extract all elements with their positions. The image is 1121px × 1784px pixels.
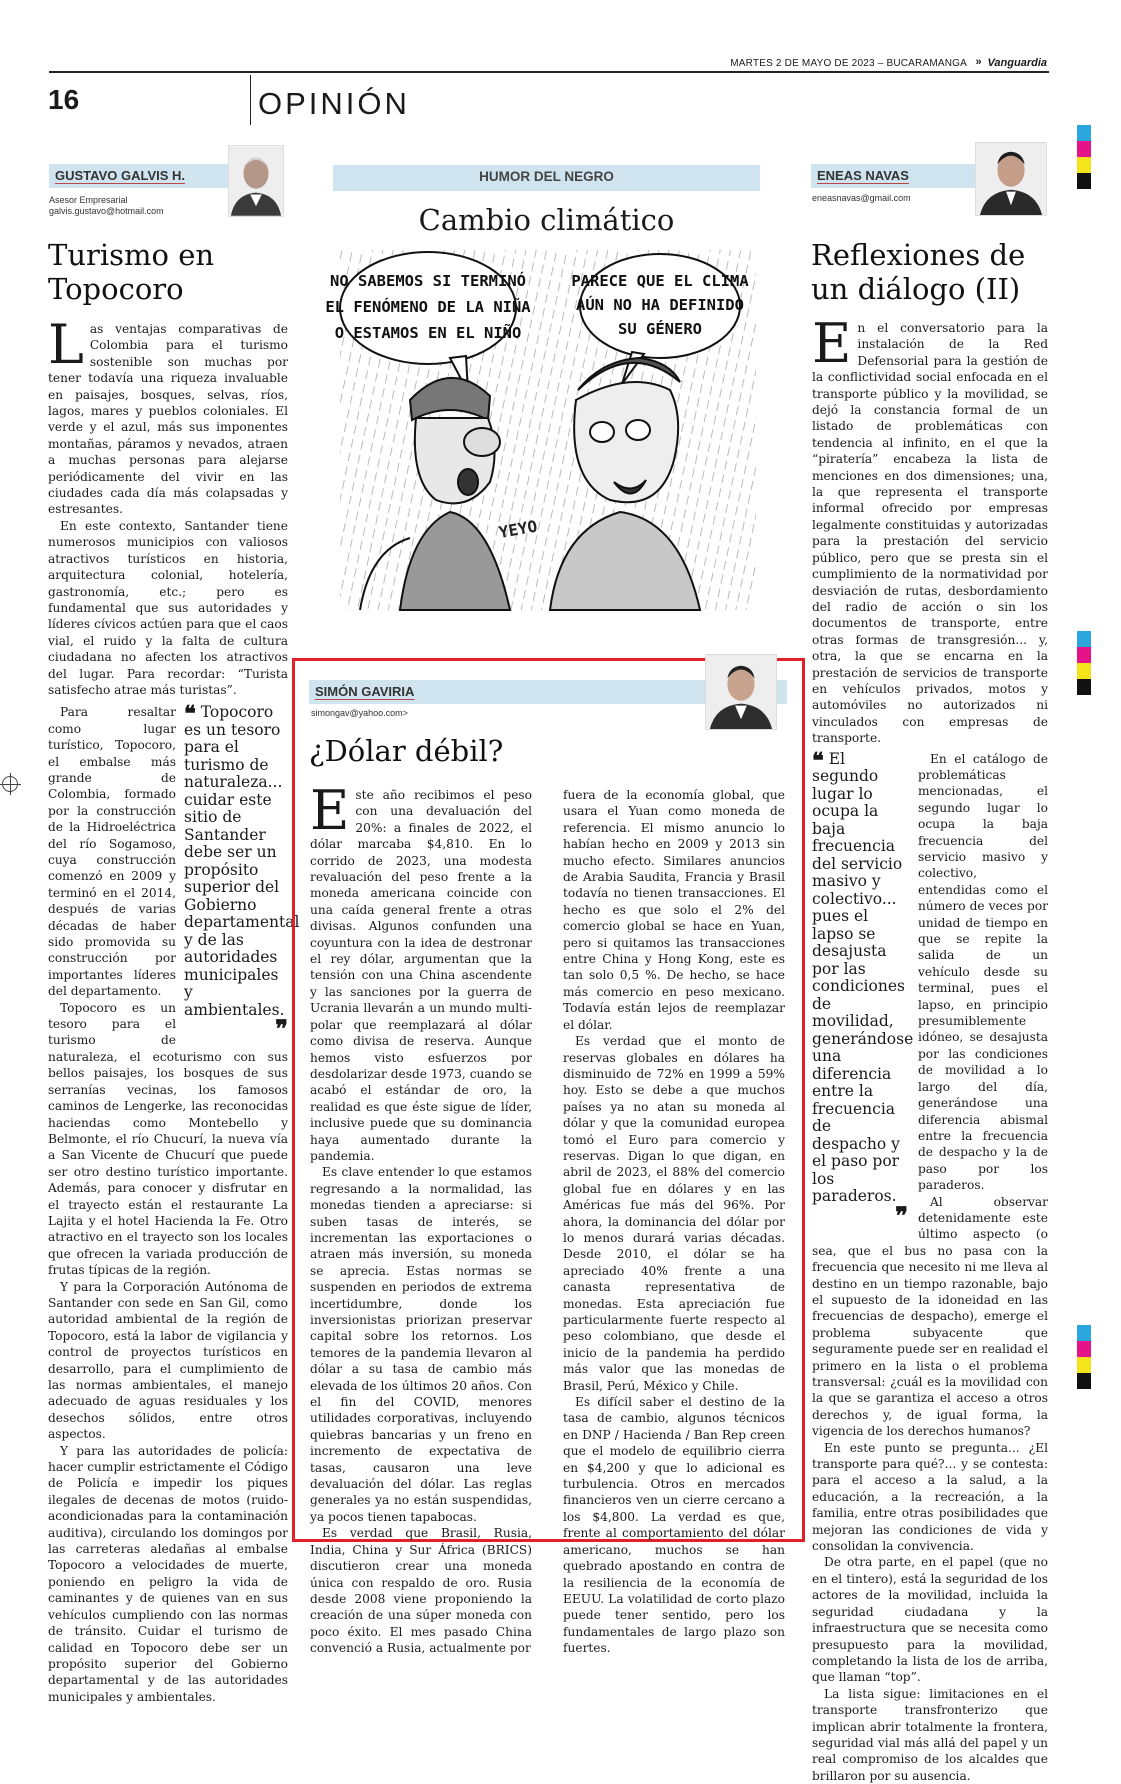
bubble-right-line-1: PARECE QUE EL CLIMA bbox=[571, 272, 749, 290]
paragraph: La lista sigue: limitaciones en el transporte transfronterizo que implican abrir totalmente la frontera, seguridad vial más allá del papel y un real compromiso de los alcaldes que brillaron por su ausencia. bbox=[812, 1686, 1048, 1783]
cartoon-illustration bbox=[325, 250, 756, 610]
print-color-bar-bottom bbox=[1077, 1325, 1091, 1389]
author-meta-left bbox=[49, 195, 164, 217]
section-divider bbox=[250, 75, 251, 125]
drop-cap: E bbox=[812, 312, 852, 375]
article-body-center-col1 bbox=[310, 779, 532, 1657]
cartoon-section-bar bbox=[333, 165, 760, 191]
drop-cap: E bbox=[310, 779, 350, 842]
pull-quote: ❝ El segundo lugar lo ocupa la baja frecuencia del servicio masivo y colectivo... pues el lapso se desajusta por las condiciones de movilidad, generándose una diferencia entre la frecuencia de despacho y el paso por los paraderos. ❞ bbox=[812, 747, 914, 1230]
dateline: MARTES 2 DE MAYO DE 2023 – BUCARAMANGA bbox=[730, 58, 967, 69]
section-title: OPINIÓN bbox=[258, 86, 410, 121]
article-body-left bbox=[48, 313, 300, 1705]
author-name: ENEAS NAVAS bbox=[817, 168, 909, 183]
paragraph: Y para la Corporación Autónoma de Santander con sede en San Gil, como autoridad ambiental de la región de Topocoro, está la labor de vigilancia y control de proyectos turísticos en desarrollo, para el cumplimiento de las normas ambientales, el manejo adecuado de aguas residuales y los desechos sólidos, entre otros aspectos. bbox=[48, 1279, 288, 1442]
masthead bbox=[49, 57, 1049, 73]
bubble-left-line-2: EL FENÓMENO DE LA NIÑA bbox=[325, 298, 531, 316]
close-quote-icon: ❞ bbox=[275, 1014, 288, 1044]
paragraph: Es verdad que Brasil, Rusia, India, China y Sur África (BRICS) discutieron crear una moneda única con respaldo de oro. Rusia desde 2008 viene proponiendo la creación de una súper moneda con poco éxito. El mes pasado China convenció a Rusia, actualmente por bbox=[310, 1526, 532, 1656]
paragraph: Para resaltar como lugar turístico, Topocoro, el embalse más grande de Colombia, formado por la construcción de la Hidroeléctrica del río Sogamoso, cuya construcción comenzó en 2009 y terminó en el 2014, después de varias décadas de haber sido promovida su construcción por importantes líderes del departamento. bbox=[48, 705, 176, 999]
article-body-right bbox=[812, 312, 1048, 1784]
paragraph: Este año recibimos el peso con una devaluación del 20%: a finales de 2022, el dólar marcaba $4,810. En lo corrido de 2023, una modesta revaluación del peso frente a la moneda americana coincide con una caída general frente a otras divisas. Algunos confunden una coyuntura con la idea de destronar el rey dólar, argumentan que la tensión con una China ascendente y las sanciones por la guerra de Ucrania llevarán a un mundo multi-polar que reemplazará al dólar como divisa de reserva. Aunque hemos visto esfuerzos por desdolarizar desde 1973, cuando se acabó el estándar de oro, la realidad es que éste sigue de líder, inclusive puede que su dominancia haya aumentado durante la pandemia. bbox=[310, 779, 532, 1163]
drop-cap: L bbox=[48, 313, 84, 376]
paragraph: fuera de la economía global, que usara el Yuan como moneda de referencia. El mismo anuncio lo habían hecho en 2009 y 2013 sin mucho efecto. Similares anuncios de Arabia Saudita, Francia y Brasil todavía no tienen transacciones. El hecho es que solo el 2% del comercio global se hace en Yuan, pero si quitamos las transacciones entre China y Hong Kong, este es tan solo 0,5 %. De hecho, se hace más comercio en peso mexicano. Todavía están lejos de reemplazar el dólar. bbox=[563, 788, 785, 1032]
print-color-bar-top bbox=[1077, 125, 1091, 189]
portrait-icon bbox=[229, 146, 283, 216]
paragraph: En el catálogo de problemáticas mencionadas, el segundo lugar lo ocupa la baja frecuencia del servicio masivo y colectivo, entendidas como el número de veces por unidad de tiempo en que se repite la salida de un vehículo desde su terminal, pues el lapso, en principio presumiblemente idóneo, se desajusta por las condiciones de movilidad a lo largo del día, generándose una diferencia abismal entre la frecuencia de despacho y la de paso por los paraderos. bbox=[918, 751, 1048, 1193]
headline-center: ¿Dólar débil? bbox=[309, 734, 504, 768]
bubble-left-line-1: NO SABEMOS SI TERMINÓ bbox=[330, 272, 526, 290]
paragraph: Las ventajas comparativas de Colombia para el turismo sostenible son muchas por tener todavía una riqueza invaluable en paisajes, bosques, selvas, ríos, lagos, mares y pueblos coloniales. El verde y el azul, más sus imponentes montañas, páramos y nevados, atraen a muchas personas para alejarse periódicamente del vivir en las ciudades cada día más colapsadas y estresantes. bbox=[48, 313, 288, 517]
pull-quote: ❝ Topocoro es un tesoro para el turismo de naturaleza... cuidar este sitio de Santander debe ser un propósito superior del Gobierno departamental y de las autoridades municipales y ambientales. ❞ bbox=[184, 701, 300, 1044]
headline-right: Reflexiones de un diálogo (II) bbox=[811, 238, 1026, 306]
author-name: SIMÓN GAVIRIA bbox=[315, 684, 415, 699]
headline-left: Turismo en Topocoro bbox=[48, 238, 215, 306]
open-quote-icon: ❝ bbox=[184, 701, 196, 728]
paragraph: Y para las autoridades de policía: hacer cumplir estrictamente el Código de Policía e impedir los piques ilegales de decenas de motos (ruido-acondicionadas para la contaminación auditiva), circulando los domingos por las carreteras aledañas al embalse Topocoro a velocidades de muerte, poniendo en peligro la vida de caminantes y de quienes van en sus vehículos cumpliendo con las normas de tránsito. Cuidar el turismo de calidad en Topocoro debe ser un propósito superior del Gobierno departamental y de las autoridades municipales y ambientales. bbox=[48, 1443, 288, 1704]
portrait-icon bbox=[976, 143, 1046, 215]
author-email: eneasnavas@gmail.com bbox=[812, 193, 911, 203]
bubble-left-line-3: O ESTAMOS EN EL NIÑO bbox=[334, 324, 522, 342]
paragraph: En este punto se pregunta... ¿El transporte para qué?... y se contesta: para el acceso a la salud, a la educación, a la recreación, a la familia, entre otras posibilidades que mejoran las condiciones de vida y consolidan la convivencia. bbox=[812, 1440, 1048, 1554]
article-body-center-col2 bbox=[563, 787, 785, 1657]
paragraph: Topocoro es un tesoro para el turismo de naturaleza, el ecoturismo con sus bellos paisajes, los bosques de sus serranías vecinas, los famosos caminos de Lengerke, las reconocidas haciendas como Montebello y Belmonte, el río Chucurí, la nueva vía a San Vicente de Chucurí que puede ser otro destino turístico importante. Además, para conocer y disfrutar en el trayecto están el restaurante La Lajita y el hotel Hacienda la Fe. Otro atractivo en el trayecto son los locales que ofrecen la variada producción de frutas típicas de la región. bbox=[48, 1000, 288, 1278]
author-portrait bbox=[975, 142, 1047, 216]
paragraph: Al observar detenidamente este último aspecto (o sea, que el bus no pasa con la frecuencia que necesito ni me lleva al destino en un tiempo razonable, bajo el supuesto de la idoneidad en las frecuencias de despacho), emerge el problema subyacente que seguramente puede ser en realidad el primero en la lista o el problema transversal: ¿cuál es la movilidad con la que se garantiza el acceso a otros derechos y, de igual forma, la vigencia de los derechos humanos? bbox=[812, 1194, 1048, 1439]
portrait-icon bbox=[706, 655, 776, 729]
cartoon-section-label: HUMOR DEL NEGRO bbox=[479, 169, 614, 184]
paragraph: En este contexto, Santander tiene numerosos municipios con valiosos atractivos turísticos en historia, arquitectura colonial, hotelería, gastronomía, etc.; pero es fundamental que sus autoridades y líderes cívicos actúen para que el caos vial, el ruido y la falta de cultura ciudadana no afecten los atractivos del lugar. Para recordar: “Turista satisfecho atrae más turistas”. bbox=[48, 518, 288, 697]
registration-mark-icon bbox=[2, 776, 18, 792]
author-email: simongav@yahoo.com> bbox=[311, 708, 408, 718]
author-portrait bbox=[228, 145, 284, 217]
print-color-bar-middle bbox=[1077, 631, 1091, 695]
author-name: GUSTAVO GALVIS H. bbox=[55, 168, 186, 183]
bubble-right-line-3: SU GÉNERO bbox=[618, 320, 702, 338]
paragraph: En el conversatorio para la instalación de la Red Defensorial para la gestión de la conflictividad social enfocada en el transporte público y la movilidad, se dejó la constancia formal de un listado de problemáticas con tendencia al infinito, en el que la “piratería” encabeza la lista de menciones en dos dimensiones; una, la que representa el transporte informal ofrecido por empresas legalmente constituidas y autorizadas para la prestación del servicio público, pero que se presta sin el cumplimiento de la normatividad por desviación de rutas, desbordamiento del radio de acción o sin los documentos de transporte, entre otras formas de transgresión... y, otra, la que se encarna en la prestación de servicios de transporte en vehículos privados, motos y automóviles no autorizados ni vinculados con empresas de transporte. bbox=[812, 312, 1048, 746]
paragraph: De otra parte, en el papel (que no en el tintero), está la seguridad de los actores de la movilidad, incluida la seguridad ciudadana y la infraestructura que se necesita como presupuesto para la movilidad, completando la lista de los de arriba, que llaman “top”. bbox=[812, 1555, 1048, 1685]
paragraph: Es verdad que el monto de reservas globales en dólares ha disminuido de 72% en 1999 a 59% hoy. Esto se debe a que muchos países ya no atan su moneda al dólar y que la comunidad europea tomó el Euro para comercio y reservas. Digan lo que digan, en abril de 2023, el 88% del comercio global fue en dólares y en las Américas fue más del 96%. Por ahora, la dominancia del dólar por lo menos durará varias décadas. Desde 2010, el dólar se ha apreciado 40% frente a una canasta representativa de monedas. Esta apreciación fue particularmente fuerte respecto al peso colombiano, que desde el inicio de la pandemia ha perdido más valor que las monedas de Brasil, Perú, México y Chile. bbox=[563, 1034, 785, 1393]
bubble-right-line-2: AÚN NO HA DEFINIDO bbox=[576, 296, 744, 314]
author-email: galvis.gustavo@hotmail.com bbox=[49, 206, 164, 216]
page-number: 16 bbox=[48, 84, 80, 115]
open-quote-icon: ❝ bbox=[812, 747, 824, 774]
cartoonist-signature: YEYO bbox=[497, 516, 539, 542]
close-quote-icon: ❞ bbox=[895, 1200, 908, 1230]
author-portrait bbox=[705, 654, 777, 730]
newspaper-brand: » Vanguardia bbox=[976, 57, 1048, 69]
paragraph: Es clave entender lo que estamos regresando a la normalidad, las monedas tienden a apreciarse: si suben tasas de interés, se incrementan las exportaciones o atraen más inversión, su moneda se aprecia. Estas normas se suspenden en periodos de extrema incertidumbre, donde los inversionistas priorizan preservar capital sobre los retornos. Los temores de la pandemia llevaron al dólar a su tasa de cambio más elevada de los últimos 20 años. Con el fin del COVID, menores utilidades corporativas, incluyendo quiebras bancarias y un freno en incremento de expectativa de tasas, causaron una leve devaluación del dólar. Las reglas generales ya no están suspendidas, ya pocos tienen tapabocas. bbox=[310, 1165, 532, 1524]
author-role: Asesor Empresarial bbox=[49, 195, 128, 205]
cartoon-title: Cambio climático bbox=[418, 203, 675, 237]
paragraph: Es difícil saber el destino de la tasa de cambio, algunos técnicos en DNP / Hacienda / Ban Rep creen que el modelo de equilibrio cierra en $4,200 y que lo adicional es turbulencia. Otros en mercados financieros ven un cierre cercano a los $4,800. La verdad es que, frente al comportamiento del dólar americano, muchos se han quebrado apostando en contra de la resiliencia de la economía de EEUU. La volatilidad de corto plazo puede tener sentido, pero los fundamentales de largo plazo son fuertes. bbox=[563, 1395, 785, 1656]
